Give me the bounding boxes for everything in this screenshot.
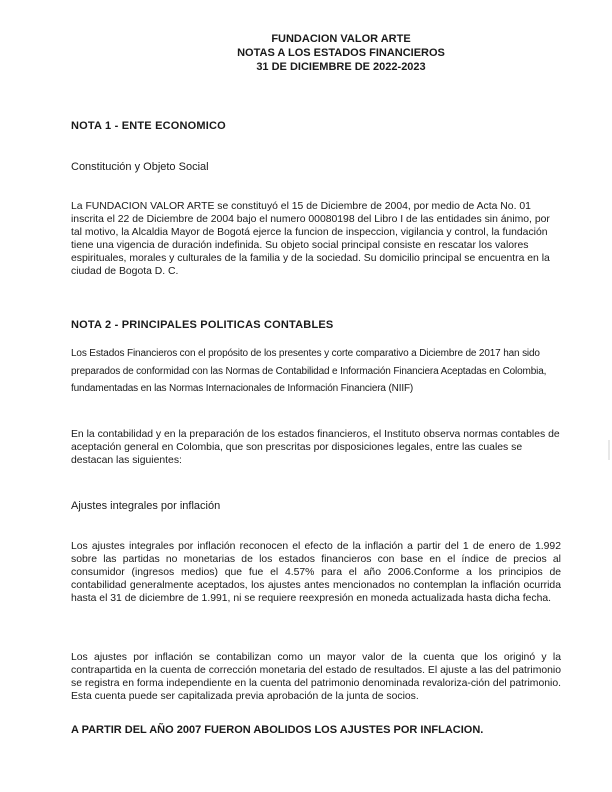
nota1-paragraph: La FUNDACION VALOR ARTE se constituyó el 15 de Diciembre de 2004, por medio de Acta No. 01 inscrita el 22 de Diciembre de 2004 bajo el numero 00080198 del Libro I de las entidades sin ánimo, por tal motivo, la Alcaldia Mayor de Bogotá ejerce la funcion de inspeccion, vigilancia y control, la fundación tiene una vigencia de duración indefinida. Su objeto social principal consiste en rescatar los valores espirituales, morales y culturales de la familia y de la sociedad. Su domicilio principal se encuentra en la ciudad de Bogota D. C. xyxy=(71,201,550,277)
document-date xyxy=(0,60,612,74)
nota2-paragraph-3: Los ajustes integrales por inflación reconocen el efecto de la inflación a partir del 1 de enero de 1.992 sobre las partidas no monetarias de los estados financieros con base en el índice de precios al consumidor (ingresos medios) que fue el 4.57% para el año 2006.Conforme a los principios de contabilidad generalmente aceptados, los ajustes antes mencionados no contemplan la inflación ocurrida hasta el 31 de diciembre de 1.991, ni se requiere reexpresión en moneda actualizada hasta dicha fecha. xyxy=(71,541,561,604)
document-title xyxy=(0,32,612,46)
scan-artifact xyxy=(608,440,610,460)
nota1-subheading: Constitución y Objeto Social xyxy=(71,161,209,173)
organization-name: FUNDACION VALOR ARTE xyxy=(271,33,411,45)
nota2-paragraph-4: Los ajustes por inflación se contabilizan como un mayor valor de la cuenta que los originó y la contrapartida en la cuenta de corrección monetaria del estado de resultados. El ajuste a las del patrimonio se registra en forma independiente en la cuenta del patrimonio denominada revaloriza-ción del patrimonio. Esta cuenta puede ser capitalizada previa aprobación de la junta de socios. xyxy=(71,652,561,702)
nota2-paragraph-1: Los Estados Financieros con el propósito de los presentes y corte comparativo a Diciembre de 2017 han sido preparados de conformidad con las Normas de Contabilidad e Información Financiera Aceptadas en Colombia, fundamentadas en las Normas Internacionales de Información Financiera (NIIF) xyxy=(71,348,547,394)
notes-title: NOTAS A LOS ESTADOS FINANCIEROS xyxy=(237,47,445,59)
nota2-subheading-inflation: Ajustes integrales por inflación xyxy=(71,500,221,512)
closing-statement: A PARTIR DEL AÑO 2007 FUERON ABOLIDOS LOS AJUSTES POR INFLACION. xyxy=(71,724,484,736)
period-date: 31 DE DICIEMBRE DE 2022-2023 xyxy=(256,61,426,73)
nota2-paragraph-2: En la contabilidad y en la preparación de los estados financieros, el Instituto observa normas contables de aceptación general en Colombia, que son prescritas por disposiciones legales, entre las cuales se destacan las siguientes: xyxy=(71,429,560,466)
document-subtitle xyxy=(0,46,612,60)
nota2-heading: NOTA 2 - PRINCIPALES POLITICAS CONTABLES xyxy=(71,319,334,331)
nota1-heading: NOTA 1 - ENTE ECONOMICO xyxy=(71,120,226,132)
